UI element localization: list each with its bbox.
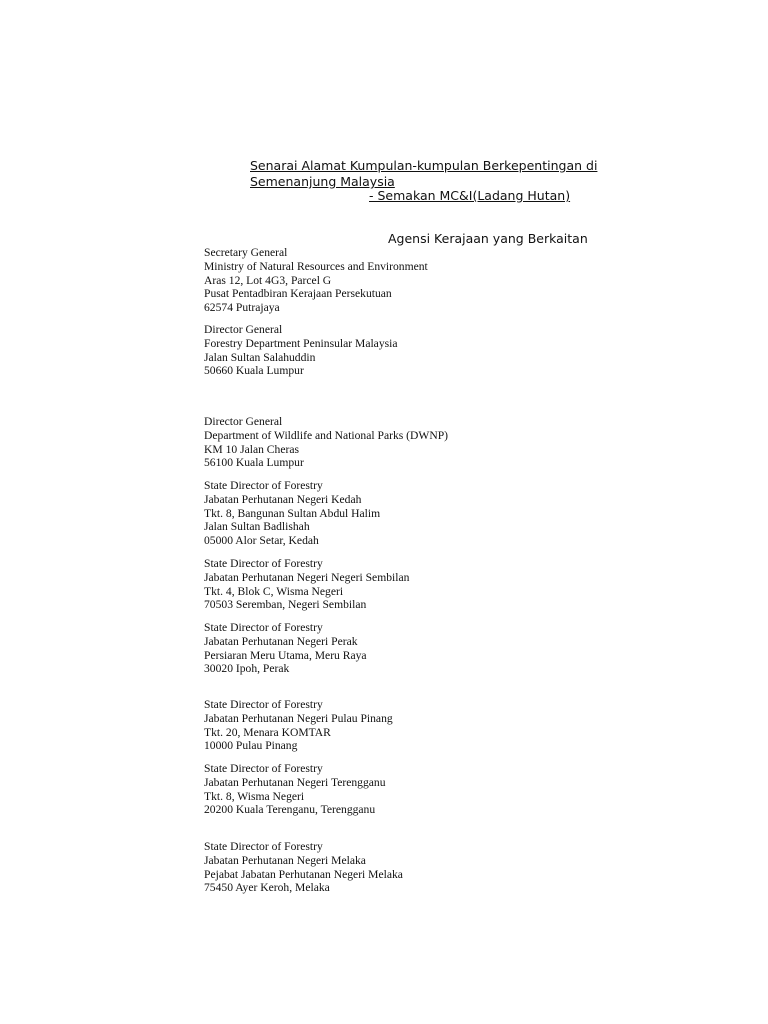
address-block [204, 557, 409, 612]
address-line: State Director of Forestry [204, 698, 323, 711]
document-title: Senarai Alamat Kumpulan-kumpulan Berkepentingan di Semenanjung Malaysia [250, 158, 598, 189]
address-line: Jabatan Perhutanan Negeri Terengganu [204, 775, 386, 789]
address-line: Department of Wildlife and National Parks (DWNP) [204, 428, 449, 442]
address-line: Jabatan Perhutanan Negeri Negeri Sembilan [204, 570, 410, 584]
address-block [204, 479, 380, 548]
address-line: Pusat Pentadbiran Kerajaan Persekutuan [204, 287, 392, 301]
address-line: Ministry of Natural Resources and Environment [204, 259, 428, 273]
address-line: Jabatan Perhutanan Negeri Kedah [204, 492, 362, 506]
address-line: Tkt. 8, Wisma Negeri [204, 789, 305, 803]
address-block [204, 621, 367, 676]
address-line: Director General [204, 415, 283, 428]
address-line: 05000 Alor Setar, Kedah [204, 534, 319, 548]
address-line: 62574 Putrajaya [204, 301, 280, 315]
address-block [204, 415, 448, 470]
address-line: KM 10 Jalan Cheras [204, 442, 299, 456]
document-subtitle: - Semakan MC&I(Ladang Hutan) [369, 188, 571, 203]
address-block [204, 698, 393, 753]
address-line: Tkt. 20, Menara KOMTAR [204, 725, 331, 739]
address-block [204, 840, 403, 895]
address-line: 30020 Ipoh, Perak [204, 662, 290, 676]
section-heading: Agensi Kerajaan yang Berkaitan [388, 231, 588, 246]
address-line: 56100 Kuala Lumpur [204, 456, 304, 470]
address-line: 10000 Pulau Pinang [204, 739, 298, 753]
address-line: Secretary General [204, 246, 288, 259]
address-line: Jabatan Perhutanan Negeri Pulau Pinang [204, 711, 393, 725]
address-line: 20200 Kuala Terenganu, Terengganu [204, 803, 376, 817]
address-block [204, 762, 386, 817]
address-line: Director General [204, 323, 283, 336]
address-line: 70503 Seremban, Negeri Sembilan [204, 598, 367, 612]
address-line: State Director of Forestry [204, 557, 323, 570]
address-line: State Director of Forestry [204, 621, 323, 634]
address-line: Aras 12, Lot 4G3, Parcel G [204, 273, 332, 287]
address-line: Tkt. 4, Blok C, Wisma Negeri [204, 584, 344, 598]
address-line: Jalan Sultan Badlishah [204, 520, 310, 534]
address-line: Pejabat Jabatan Perhutanan Negeri Melaka [204, 867, 403, 881]
address-line: Tkt. 8, Bangunan Sultan Abdul Halim [204, 506, 381, 520]
address-line: Jabatan Perhutanan Negeri Perak [204, 634, 358, 648]
address-block [204, 323, 398, 378]
address-block [204, 246, 428, 315]
address-line: State Director of Forestry [204, 840, 323, 853]
address-line: Jalan Sultan Salahuddin [204, 350, 316, 364]
address-line: State Director of Forestry [204, 479, 323, 492]
address-line: Persiaran Meru Utama, Meru Raya [204, 648, 367, 662]
address-line: Jabatan Perhutanan Negeri Melaka [204, 853, 366, 867]
address-line: State Director of Forestry [204, 762, 323, 775]
address-line: 50660 Kuala Lumpur [204, 364, 304, 378]
address-line: Forestry Department Peninsular Malaysia [204, 336, 398, 350]
address-line: 75450 Ayer Keroh, Melaka [204, 881, 330, 895]
